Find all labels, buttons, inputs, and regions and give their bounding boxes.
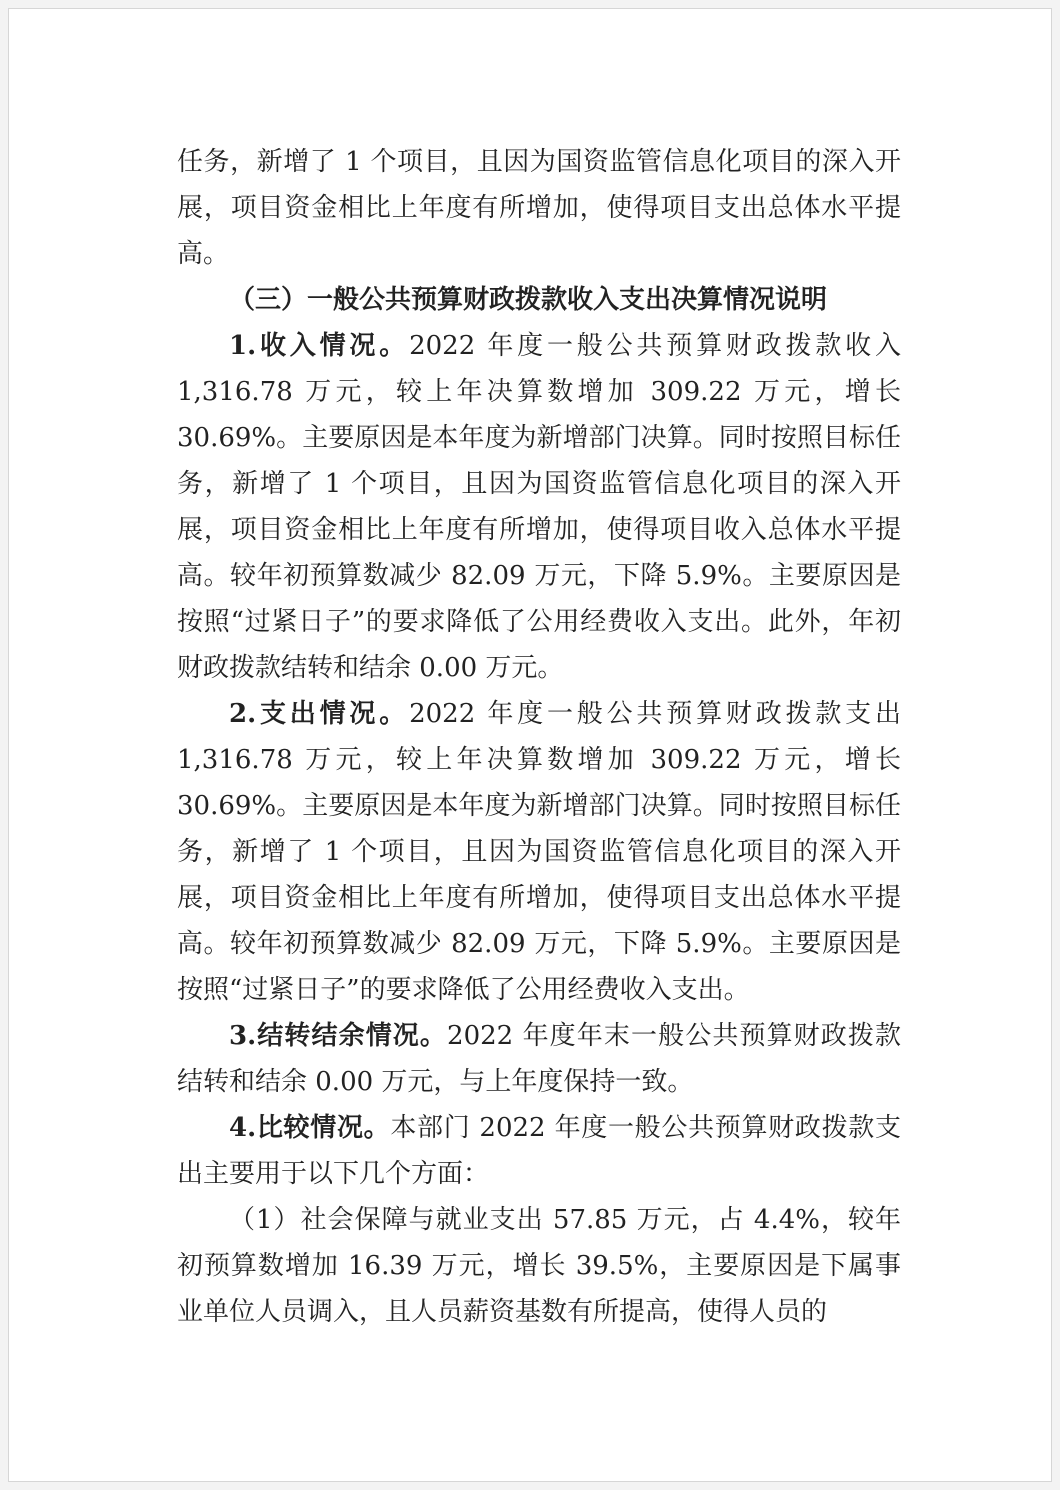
- carryover-lead: 3.结转结余情况。: [229, 1021, 448, 1051]
- comparison-lead: 4.比较情况。: [229, 1113, 391, 1143]
- expenditure-paragraph: [177, 691, 901, 1013]
- comparison-body: 本部门 2022 年度一般公共预算财政拨款支出主要用于以下几个方面：: [177, 1113, 901, 1189]
- carryover-paragraph: [177, 1013, 901, 1105]
- income-paragraph: [177, 323, 901, 691]
- carryover-body: 2022 年度年末一般公共预算财政拨款结转和结余 0.00 万元，与上年度保持一致。: [177, 1021, 901, 1097]
- section-heading: （三）一般公共预算财政拨款收入支出决算情况说明: [229, 285, 828, 315]
- document-body: [177, 139, 901, 1335]
- expenditure-body: 2022 年度一般公共预算财政拨款支出 1,316.78 万元，较上年决算数增加 309.22 万元，增长 30.69%。主要原因是本年度为新增部门决算。同时按照目标任务，新增了 1 个项目，且因为国资监管信息化项目的深入开展，项目资金相比上年度有所增加，使得项目支出总体水平提高。较年初预算数减少 82.09 万元，下降 5.9%。主要原因是按照“过紧日子”的要求降低了公用经费收入支出。: [177, 699, 901, 1005]
- list-item: （1）社会保障与就业支出 57.85 万元，占 4.4%，较年初预算数增加 16.39 万元，增长 39.5%，主要原因是下属事业单位人员调入，且人员薪资基数有所提高，使得人员的: [177, 1205, 901, 1327]
- income-lead: 1.收入情况。: [229, 331, 410, 361]
- comparison-paragraph: [177, 1105, 901, 1197]
- income-body: 2022 年度一般公共预算财政拨款收入 1,316.78 万元，较上年决算数增加 309.22 万元，增长 30.69%。主要原因是本年度为新增部门决算。同时按照目标任务，新增了 1 个项目，且因为国资监管信息化项目的深入开展，项目资金相比上年度有所增加，使得项目收入总体水平提高。较年初预算数减少 82.09 万元，下降 5.9%。主要原因是按照“过紧日子”的要求降低了公用经费收入支出。此外，年初财政拨款结转和结余 0.00 万元。: [177, 331, 901, 683]
- expenditure-lead: 2.支出情况。: [229, 699, 410, 729]
- continuation-paragraph: 任务，新增了 1 个项目，且因为国资监管信息化项目的深入开展，项目资金相比上年度有所增加，使得项目支出总体水平提高。: [177, 147, 901, 269]
- document-page: [8, 8, 1052, 1482]
